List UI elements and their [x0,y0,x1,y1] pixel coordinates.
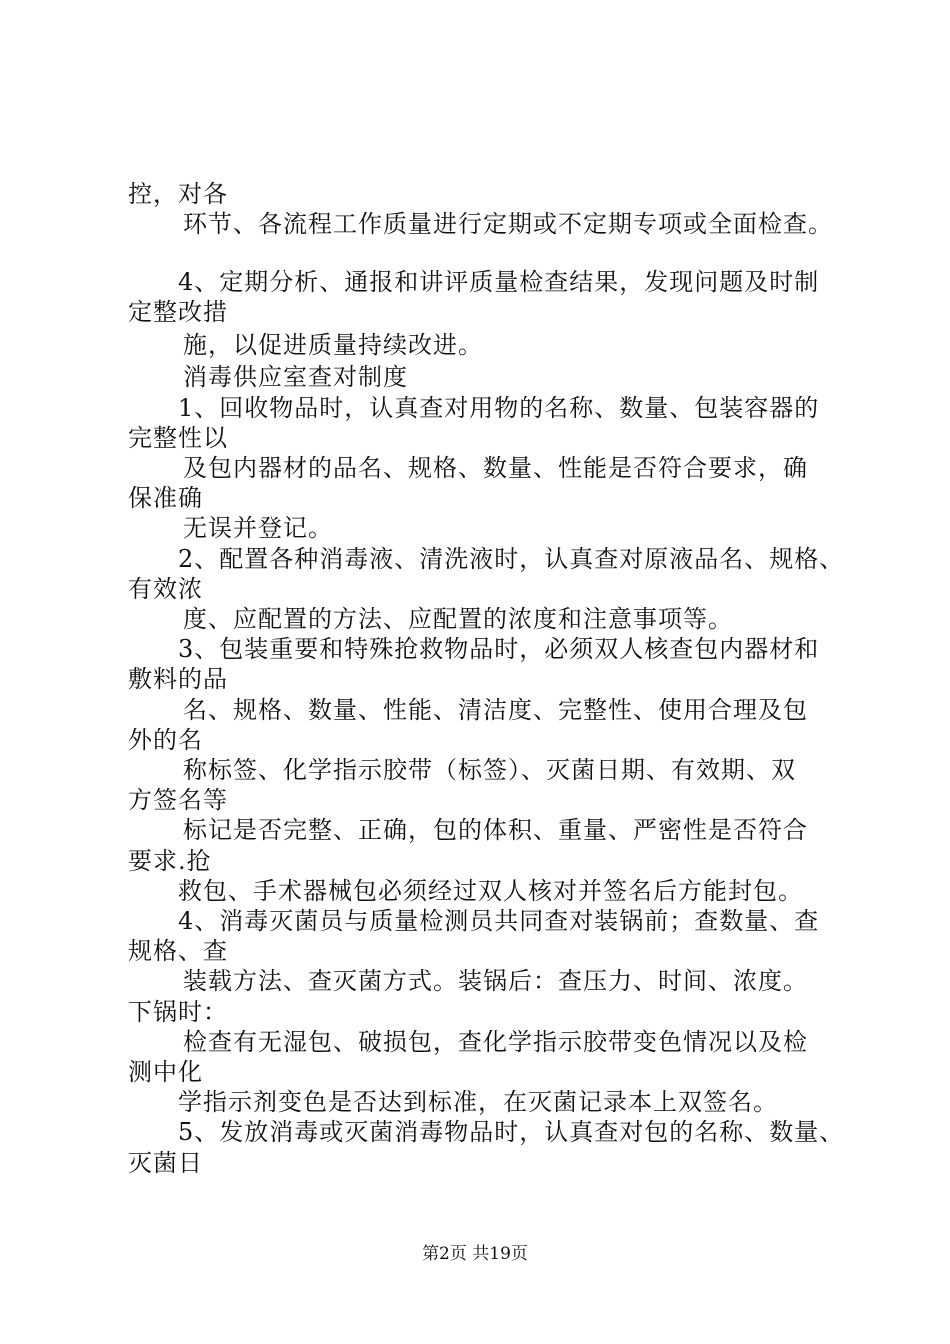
text-line: 施，以促进质量持续改进。 [183,331,483,359]
text-line: 控，对各 [128,180,228,208]
text-line: 要求.抢 [128,847,212,875]
text-line: 度、应配置的方法、应配置的浓度和注意事项等。 [183,605,733,633]
text-line: 方签名等 [128,786,228,814]
text-line: 灭菌日 [128,1149,203,1177]
text-line: 3、包装重要和特殊抢救物品时，必须双人核查包内器材和 [178,635,820,663]
text-line: 1、回收物品时，认真查对用物的名称、数量、包装容器的 [178,394,820,422]
text-line: 外的名 [128,726,203,754]
text-line: 保准确 [128,484,203,512]
text-line: 无误并登记。 [183,514,333,542]
text-line: 4、定期分析、通报和讲评质量检查结果，发现问题及时制 [178,268,820,296]
text-line: 救包、手术器械包必须经过双人核对并签名后方能封包。 [178,877,803,905]
text-line: 5、发放消毒或灭菌消毒物品时，认真查对包的名称、数量、 [178,1118,845,1146]
text-line: 2、配置各种消毒液、清洗液时，认真查对原液品名、规格、 [178,545,845,573]
text-line: 装载方法、查灭菌方式。装锅后：查压力、时间、浓度。 [183,967,808,995]
text-line: 定整改措 [128,298,228,326]
text-line: 有效浓 [128,575,203,603]
text-line: 下锅时： [128,998,228,1026]
text-line: 标记是否完整、正确，包的体积、重量、严密性是否符合 [183,816,808,844]
text-line: 测中化 [128,1058,203,1086]
text-line: 规格、查 [128,937,228,965]
text-line: 环节、各流程工作质量进行定期或不定期专项或全面检查。 [183,210,833,238]
section-title: 消毒供应室查对制度 [183,363,408,391]
text-line: 名、规格、数量、性能、清洁度、完整性、使用合理及包 [183,696,808,724]
text-line: 称标签、化学指示胶带（标签）、灭菌日期、有效期、双 [183,756,796,784]
text-line: 敷料的品 [128,665,228,693]
text-line: 及包内器材的品名、规格、数量、性能是否符合要求，确 [183,454,808,482]
text-line: 完整性以 [128,424,228,452]
text-line: 4、消毒灭菌员与质量检测员共同查对装锅前；查数量、查 [178,907,820,935]
text-line: 学指示剂变色是否达到标准，在灭菌记录本上双签名。 [178,1088,778,1116]
page-number-footer: 第2页 共19页 [422,1244,528,1264]
text-line: 检查有无湿包、破损包，查化学指示胶带变色情况以及检 [183,1028,808,1056]
